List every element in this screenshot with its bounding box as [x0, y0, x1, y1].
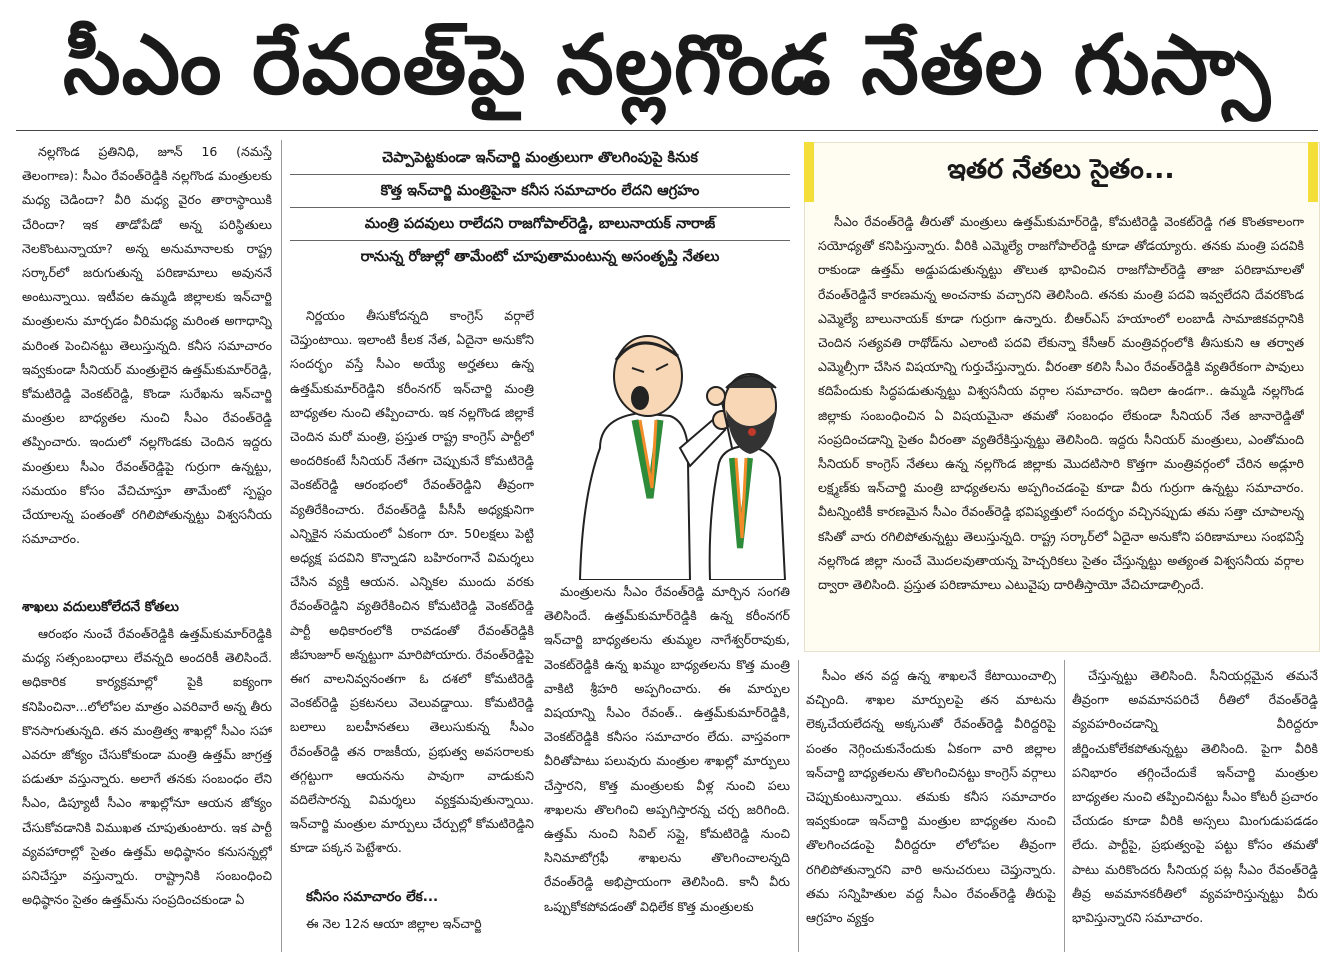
column-divider	[281, 140, 282, 952]
cartoon-illustration	[540, 298, 798, 580]
column-2-subhead: కనీసం సమాచారం లేక...	[306, 889, 439, 905]
sidebar-accent-bar	[804, 142, 814, 202]
column-5-body: చేస్తున్నట్టు తెలిసింది. సీనియర్లమైన తమనే తీవ్రంగా అవమానపరిచే రీతిలో రేవంత్‌రెడ్డి వ్యవహరించడాన్ని వీరిద్దరూ జీర్ణించుకోలేకపోతున్నట్టు తెలిసింది. పైగా వీరికి పనిభారం తగ్గించేందుకే ఇన్‌చార్జి మంత్రుల బాధ్యతల నుంచి తప్పించినట్టు సీఎం కోటరీ ప్రచారం చేయడం కూడా వీరికి అస్సలు మింగుడుపడడం లేదు. పార్టీపై, ప్రభుత్వంపై పట్టు కోసం తమతో పాటు మరికొందరు సీనియర్ల పట్ల సీఎం రేవంత్‌రెడ్డి తీవ్ర అవమానకరీతిలో వ్యవహరిస్తున్నట్టు వీరు భావిస్తున్నారని సమాచారం.	[1072, 668, 1318, 926]
column-3-body: మంత్రులను సీఎం రేవంత్‌రెడ్డి మార్చిన సంగతి తెలిసిందే. ఉత్తమ్‌కుమార్‌రెడ్డికి ఉన్న కరీంనగర్ ఇన్‌చార్జి బాధ్యతలను తుమ్మల నాగేశ్వర్‌రావుకు, వెంకట్‌రెడ్డికి ఉన్న ఖమ్మం బాధ్యతలను కొత్త మంత్రి వాకిటి శ్రీహరి అప్పగించారు. ఈ మార్పుల విషయాన్ని సీఎం రేవంత్.. ఉత్తమ్‌కుమార్‌రెడ్డికి, వెంకట్‌రెడ్డికి కనీసం సమాచారం లేదు. వాస్తవంగా వీరితోపాటు పలువురు మంత్రుల శాఖల్లో మార్పులు చేస్తారని, కొత్త మంత్రులకు వీళ్ల నుంచి పలు శాఖలను తొలగించి అప్పగిస్తారన్న చర్చ జరిగింది. ఉత్తమ్ నుంచి సివిల్ సప్లై, కోమటిరెడ్డి నుంచి సినిమాటోగ్రఫీ శాఖలను తొలగించాలన్నది రేవంత్‌రెడ్డి అభిప్రాయంగా తెలిసింది. కానీ వీరు ఒప్పుకోకపోవడంతో విధిలేక కొత్త మంత్రులకు	[544, 584, 790, 914]
column-2-body: నిర్ణయం తీసుకోదన్నది కాంగ్రెస్ వర్గాలే చెప్తుంటాయి. ఇలాంటి కీలక నేత, ఏదైనా అనుకోని సందర్భం వస్తే సీఎం అయ్యే అర్హతలు ఉన్న ఉత్తమ్‌కుమార్‌రెడ్డిని కరీంనగర్ ఇన్‌చార్జి మంత్రి బాధ్యతల నుంచి తప్పించారు. ఇక నల్లగొండ జిల్లాకే చెందిన మరో మంత్రి, ప్రస్తుత రాష్ట్ర కాంగ్రెస్ పార్టీలో అందరికంటే సీనియర్ నేతగా చెప్పుకునే కోమటిరెడ్డి వెంకట్‌రెడ్డి ఆరంభంలో రేవంత్‌రెడ్డిని తీవ్రంగా వ్యతిరేకించారు. రేవంత్‌రెడ్డి పీసీసీ అధ్యక్షునిగా ఎన్నికైన సమయంలో ఏకంగా రూ. 50లక్షలు పెట్టి అధ్యక్ష పదవిని కొన్నాడని బహిరంగానే విమర్శలు చేసిన వ్యక్తి ఆయన. ఎన్నికల ముందు వరకు రేవంత్‌రెడ్డిని వ్యతిరేకించిన కోమటిరెడ్డి వెంకట్‌రెడ్డి పార్టీ అధికారంలోకి రావడంతో రేవంత్‌రెడ్డికి జీహుజూర్ అన్నట్టుగా మారిపోయారు. రేవంత్‌రెడ్డిపై ఈగ వాలనివ్వనంతగా ఓ దశలో కోమటిరెడ్డి వెంకట్‌రెడ్డి ప్రకటనలు వెలువడ్డాయి. కోమటిరెడ్డి బలాలు బలహీనతలు తెలుసుకున్న సీఎం రేవంత్‌రెడ్డి తన రాజకీయ, ప్రభుత్వ అవసరాలకు తగ్గట్టుగా ఆయనను పావుగా వాడుకుని వదిలేసారన్న విమర్శలు వ్యక్తమవుతున్నాయి. ఇన్‌చార్జి మంత్రుల మార్పులు చేర్పుల్లో కోమటిరెడ్డిని కూడా పక్కన పెట్టేశారు.	[290, 308, 534, 856]
sidebar-title: ఇతర నేతలు సైతం...	[947, 154, 1175, 185]
deck-line-1: చెప్పాపెట్టకుండా ఇన్‌చార్జి మంత్రులుగా తొలగింపుపై కినుక	[290, 142, 790, 175]
column-divider	[1064, 660, 1065, 952]
headline: సీఎం రేవంత్‌పై నల్లగొండ నేతల గుస్సా	[63, 18, 1271, 113]
sidebar-body: సీఎం రేవంత్‌రెడ్డి తీరుతో మంత్రులు ఉత్తమ్‌కుమార్‌రెడ్డి, కోమటిరెడ్డి వెంకట్‌రెడ్డి గత కొంతకాలంగా సయోధ్యతో కనిపిస్తున్నారు. వీరికి ఎమ్మెల్యే రాజగోపాల్‌రెడ్డి కూడా తోడయ్యారు. తనకు మంత్రి పదవికి రాకుండా ఉత్తమ్ అడ్డుపడుతున్నట్టు తొలుత భావించిన రాజగోపాల్‌రెడ్డి తాజా పరిణామాలతో రేవంత్‌రెడ్డినే కారణమన్న అంచనాకు వచ్చారని తెలిసింది. తనకు మంత్రి పదవి ఇవ్వలేదని దేవరకొండ ఎమ్మెల్యే బాలునాయక్ కూడా గుర్రుగా ఉన్నారు. బీఆర్‌ఎస్ హయాంలో లంబాడీ సామాజికవర్గానికి చెందిన సత్యవతి రాథోడ్‌ను ఎలాంటి పదవి లేకున్నా కేసీఆర్ మంత్రివర్గంలోకి తీసుకుని ఆ తర్వాత ఎమ్మెల్సీగా చేసిన విషయాన్ని గుర్తుచేస్తున్నారు. వీరంతా కలిసి సీఎం రేవంత్‌రెడ్డికి వ్యతిరేకంగా పావులు కదిపేందుకు సిద్ధపడుతున్నట్టు విశ్వసనీయ వర్గాల సమాచారం. ఇదిలా ఉండగా.. ఉమ్మడి నల్లగొండ జిల్లాకు సంబంధించిన ఏ విషయమైనా తమతో సంబంధం లేకుండా సీనియర్ నేత జానారెడ్డితో సంప్రదించడాన్ని సైతం వీరంతా వ్యతిరేకిస్తున్నట్టు తెలిసింది. ఇద్దరు సీనియర్ మంత్రులు, ఎంతోమంది సీనియర్ కాంగ్రెస్ నేతలు ఉన్న నల్లగొండ జిల్లాకు మొదటిసారి కొత్తగా మంత్రివర్గంలో చేరిన అడ్లూరి లక్ష్మణ్‌కు ఇన్‌చార్జి మంత్రి బాధ్యతలను అప్పగించడంపై కూడా వీరు గుర్రుగా ఉన్నట్టు సమాచారం. వీటన్నింటికీ కారణమైన సీఎం రేవంత్‌రెడ్డి భవిష్యత్తులో సందర్భం వచ్చినప్పుడు తమ సత్తా చూపాలన్న కసితో వారు రగిలిపోతున్నట్టు తెలుస్తున్నది. రాష్ట్ర సర్కార్‌లో ఏదైనా అనుకోని పరిణామాలు సంభవిస్తే నల్లగొండ జిల్లా నుంచే మొదలవుతాయన్న హెచ్చరికలు సైతం చేస్తున్నట్టు అత్యంత విశ్వసనీయ వర్గాల ద్వారా తెలిసింది. ప్రస్తుత పరిణామాలు ఎటువైపు దారితీస్తాయో వేచిచూడాల్సిందే.	[818, 214, 1304, 593]
deck-block	[290, 142, 790, 300]
deck-line-3: మంత్రి పదవులు రాలేదని రాజగోపాల్‌రెడ్డి, బాలునాయక్ నారాజ్	[290, 208, 790, 241]
deck-line-2: కొత్త ఇన్‌చార్జి మంత్రిపైనా కనీస సమాచారం లేదని ఆగ్రహం	[290, 175, 790, 208]
sidebar-accent-bar	[1308, 142, 1318, 202]
column-4-body: సీఎం తన వద్ద ఉన్న శాఖలనే కేటాయించాల్సి వచ్చింది. శాఖల మార్పులపై తన మాటను లెక్కచేయలేదన్న అక్కసుతో రేవంత్‌రెడ్డి వీరిద్దరిపై పంతం నెగ్గించుకునేందుకు ఏకంగా వారి జిల్లాల ఇన్‌చార్జి బాధ్యతలను తొలగించినట్టు కాంగ్రెస్ వర్గాలు చెప్పుకుంటున్నాయి. తమకు కనీస సమాచారం ఇవ్వకుండా ఇన్‌చార్జి మంత్రుల బాధ్యతల నుంచి తొలగించడంపై వీరిద్దరూ లోలోపల తీవ్రంగా రగిలిపోతున్నారని వారి అనుచరులు చెప్తున్నారు. తమ సన్నిహితుల వద్ద సీఎం రేవంత్‌రెడ్డి తీరుపై ఆగ్రహం వ్యక్తం	[806, 668, 1056, 926]
headline-rule	[16, 130, 1318, 131]
cartoon-illustration-icon	[540, 298, 798, 580]
column-1-body: ఆరంభం నుంచే రేవంత్‌రెడ్డికి ఉత్తమ్‌కుమార్‌రెడ్డికి మధ్య సత్సంబంధాలు లేవన్నది అందరికీ తెలిసిందే. అధికారిక కార్యక్రమాల్లో పైకి ఐక్యంగా కనిపించినా...లోలోపల మాత్రం ఎవరివారే అన్న తీరు కొనసాగుతున్నది. తన మంత్రిత్వ శాఖల్లో సీఎం సహా ఎవరూ జోక్యం చేసుకోకుండా మంత్రి ఉత్తమ్ జాగ్రత్త పడుతూ వస్తున్నారు. అలాగే తనకు సంబంధం లేని సీఎం, డిప్యూటీ సీఎం శాఖల్లోనూ ఆయన జోక్యం చేసుకోవడానికి విముఖత చూపుతుంటారు. ఇక పార్టీ వ్యవహారాల్లో సైతం ఉత్తమ్ అధిష్ఠానం కనుసన్నల్లో పనిచేస్తూ వస్తున్నారు. రాష్ట్రానికి సంబంధించి అధిష్ఠానం సైతం ఉత్తమ్‌ను సంప్రదించకుండా ఏ	[22, 626, 272, 908]
column-divider	[798, 660, 799, 952]
column-1-intro: నల్లగొండ ప్రతినిధి, జూన్ 16 (నమస్తే తెలంగాణ): సీఎం రేవంత్‌రెడ్డికి నల్లగొండ మంత్రులకు మధ్య చెడిందా? వీరి మధ్య వైరం తారాస్థాయికి చేరిందా? ఇక తాడోపేడో అన్న పరిస్థితులు నెలకొంటున్నాయా? అన్న అనుమానాలకు రాష్ట్ర సర్కార్‌లో జరుగుతున్న పరిణామాలు అవుననే అంటున్నాయి. ఇటీవల ఉమ్మడి జిల్లాలకు ఇన్‌చార్జి మంత్రులను మార్చడం వీరిమధ్య మరింత అగాధాన్ని మరింత పెంచినట్టు తెలుస్తున్నది. కనీస సమాచారం ఇవ్వకుండా సీనియర్ మంత్రులైన ఉత్తమ్‌కుమార్‌రెడ్డి, కోమటిరెడ్డి వెంకట్‌రెడ్డి, కొండా సురేఖను ఇన్‌చార్జి మంత్రుల బాధ్యతల నుంచి సీఎం రేవంత్‌రెడ్డి తప్పించారు. ఇందులో నల్లగొండకు చెందిన ఇద్దరు మంత్రులు సీఎం రేవంత్‌రెడ్డిపై గుర్రుగా ఉన్నట్టు, సమయం కోసం వేచిచూస్తూ తామేంటో స్పష్టం చేయాలన్న పంతంతో రగిలిపోతున్నట్టు విశ్వసనీయ సమాచారం.	[22, 144, 272, 547]
column-1-subhead: శాఖలు వదులుకోలేదనే కోతలు	[22, 599, 179, 615]
deck-line-4: రానున్న రోజుల్లో తామేంటో చూపుతామంటున్న అసంతృప్తి నేతలు	[360, 249, 720, 265]
column-2-tail: ఈ నెల 12న ఆయా జిల్లాల ఇన్‌చార్జి	[306, 916, 482, 931]
